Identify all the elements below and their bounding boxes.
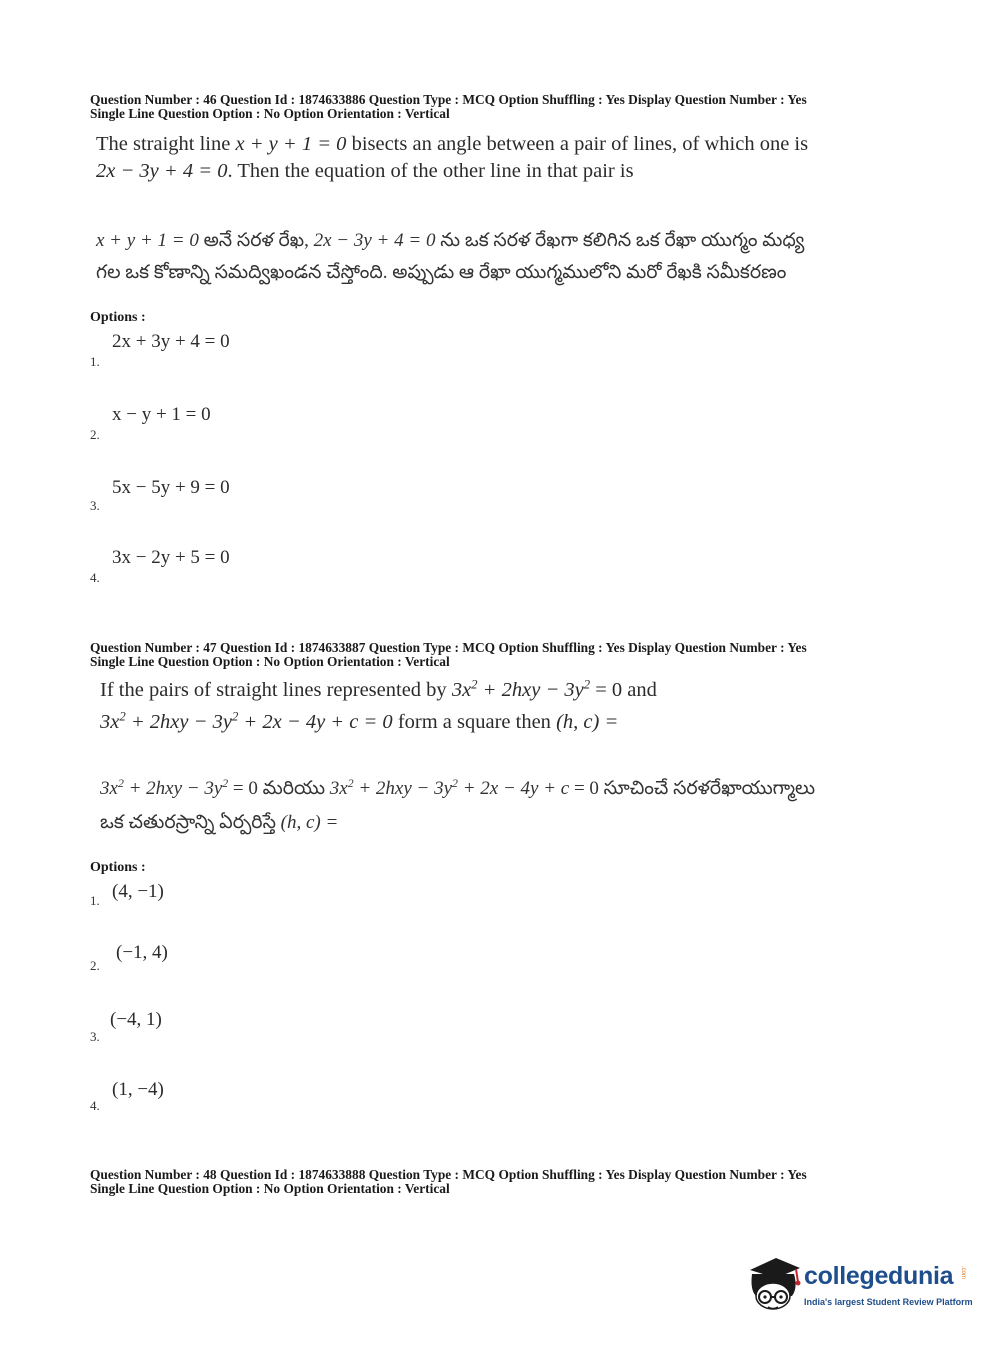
q46-eq-given-line: 2x − 3y + 4 = 0	[96, 160, 228, 182]
q47-telugu-line1: $3x^2 + 2hxy - 3y^2 = 0$ మరియు $3x^2 + 2hxy - 3y^2 + 2x - 4y + c = 0$ సూచించే సరళరేఖాయుగ్మాలు	[100, 776, 816, 799]
q46-option-2-text[interactable]: x − y + 1 = 0	[112, 404, 211, 425]
logo-com: .com	[960, 1266, 966, 1280]
q46-english-line1: The straight line x + y + 1 = 0 bisects an angle between a pair of lines, of which one is	[96, 133, 809, 155]
q47-option-4-number: 4.	[90, 1098, 100, 1113]
q46-option-3-text[interactable]: 5x − 5y + 9 = 0	[112, 477, 230, 498]
q47-meta-line2: Single Line Question Option : No Option Orientation : Vertical	[90, 654, 450, 669]
q47-option-2-text[interactable]: (−1, 4)	[116, 942, 168, 963]
logo-tagline: India's largest Student Review Platform	[804, 1297, 973, 1307]
q47-option-1-number: 1.	[90, 893, 100, 908]
q47-option-2-number: 2.	[90, 958, 100, 973]
q47-meta-line1: Question Number : 47 Question Id : 1874633887 Question Type : MCQ Option Shuffling : Yes Display Question Number : Yes	[90, 640, 807, 655]
q46-telugu-line1: x + y + 1 = 0 అనే సరళ రేఖ, 2x − 3y + 4 = 0 ను ఒక సరళ రేఖగా కలిగిన ఒక రేఖా యుగ్మం మధ్య	[96, 230, 805, 251]
q47-option-3-text[interactable]: (−4, 1)	[110, 1009, 162, 1030]
q47-options-label: Options :	[90, 860, 146, 875]
q46-eq-bisector: x + y + 1 = 0	[235, 133, 347, 155]
q47-english-line1: If the pairs of straight lines represented by $3x^2 + 2hxy - 3y^2 = 0$ and	[100, 677, 657, 701]
q47-option-3-number: 3.	[90, 1029, 100, 1044]
q46-option-3-number: 3.	[90, 498, 100, 513]
q46-option-4-text[interactable]: 3x − 2y + 5 = 0	[112, 547, 230, 568]
q47-option-1-text[interactable]: (4, −1)	[112, 881, 164, 902]
q47-option-4-text[interactable]: (1, −4)	[112, 1079, 164, 1100]
q46-meta-line2: Single Line Question Option : No Option Orientation : Vertical	[90, 106, 450, 121]
mascot-icon	[742, 1252, 804, 1314]
logo-wordmark: collegedunia	[804, 1262, 954, 1290]
q47-eq-pair1: $3x^2 + 2hxy - 3y^2$	[451, 677, 591, 701]
collegedunia-logo[interactable]	[742, 1252, 972, 1322]
q46-meta-line1: Question Number : 46 Question Id : 1874633886 Question Type : MCQ Option Shuffling : Yes Display Question Number : Yes	[90, 92, 807, 107]
q47-eq-pair2: $3x^2 + 2hxy - 3y^2 + 2x - 4y + c = 0$	[100, 709, 393, 733]
q48-meta-line2: Single Line Question Option : No Option Orientation : Vertical	[90, 1181, 450, 1196]
q47-english-line2: $3x^2 + 2hxy - 3y^2 + 2x - 4y + c = 0$ form a square then (h, c) =	[100, 709, 619, 733]
q47-telugu-line2: ఒక చతురస్రాన్ని ఏర్పరిస్తే (h, c) =	[100, 812, 339, 833]
q46-english-line2: 2x − 3y + 4 = 0. Then the equation of the other line in that pair is	[96, 160, 634, 182]
q46-telugu-line2: గల ఒక కోణాన్ని సమద్విఖండన చేస్తోంది. అప్పుడు ఆ రేఖా యుగ్మములోని మరో రేఖకి సమీకరణం	[96, 262, 787, 283]
q46-option-1-text[interactable]: 2x + 3y + 4 = 0	[112, 331, 230, 352]
q46-options-label: Options :	[90, 310, 146, 325]
q46-option-2-number: 2.	[90, 427, 100, 442]
q46-option-4-number: 4.	[90, 570, 100, 585]
q46-option-1-number: 1.	[90, 354, 100, 369]
q48-meta-line1: Question Number : 48 Question Id : 1874633888 Question Type : MCQ Option Shuffling : Yes Display Question Number : Yes	[90, 1167, 807, 1182]
